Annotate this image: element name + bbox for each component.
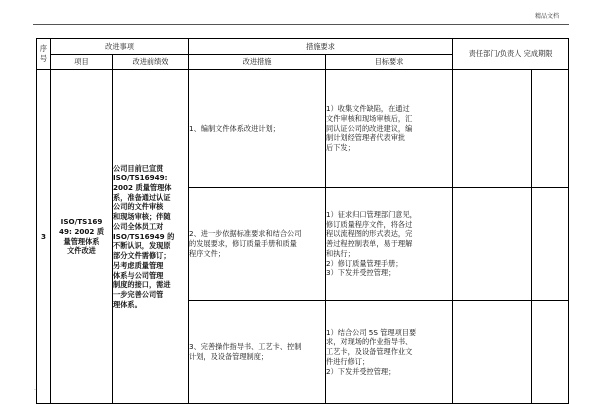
before-line: 公司的文件审核 [113,202,164,212]
header-improve-items: 改进事项 [51,39,189,55]
header-before-performance: 改进前绩效 [113,55,189,70]
measure-line: 2、进一步依据标准要求和结合公司 [189,229,302,239]
header-measure-requirements: 措施要求 [189,39,453,55]
before-line: ISO/TS16949: [113,173,168,183]
before-line: ISO/TS16949 的 [113,231,175,241]
item-line: 量管理体系 [63,236,100,246]
before-line: 2002 质量管理体 [113,183,172,193]
before-line: 和现场审核；伴随 [113,212,171,222]
target-line: 文件审核和现场审核后，汇 [326,113,413,123]
target-cell [326,301,453,404]
target-line: 后下发； [326,143,355,153]
before-line: 不断认识，发现原 [113,241,171,251]
target-line: 2）下发并受控管理； [326,366,396,376]
seq-cell: 3 [37,70,51,404]
table-row [37,70,569,188]
before-line: 公司全体员工对 [113,221,164,231]
before-line: 一步完善公司管 [113,289,164,299]
before-line: 部分文件需修订； [113,251,171,261]
target-line: 和执行； [326,248,355,258]
before-performance-cell [113,70,189,404]
item-line: 文件改进 [67,246,96,256]
target-line: 工艺卡，及设备管理作业文 [326,347,413,357]
header-rule [33,24,569,25]
target-line: 程以流程图的形式表达，完 [326,229,413,239]
target-line: 善过程控制表单，易于理解 [326,239,413,249]
owner-cell [453,188,532,301]
target-line: 制计划经管理者代表审批 [326,133,406,143]
target-cell [326,70,453,188]
before-line: 系，准备通过认证 [113,192,171,202]
measure-line: 1、编制文件体系改进计划； [189,123,280,133]
header-row-top [37,39,569,55]
item-cell [51,70,113,404]
target-line: 求，对现场的作业指导书、 [326,337,413,347]
measure-cell [189,70,326,188]
deadline-cell [532,188,569,301]
target-line: 件进行修订； [326,356,370,366]
header-deadline: 完成期限 [523,49,553,59]
header-item: 项目 [51,55,113,70]
header-seq: 序号 [37,39,51,70]
target-line: 1）结合公司 5S 管理项目要 [326,327,417,337]
header-measure: 改进措施 [189,55,326,70]
deadline-cell [532,70,569,188]
target-line: 3）下发并受控管理； [326,268,396,278]
target-line: 修订质量程序文件，将各过 [326,219,413,229]
measure-cell [189,188,326,301]
target-line: 1）征求归口管理部门意见， [326,209,417,219]
measure-line: 计划，及设备管理制度； [189,352,269,361]
item-line: 49: 2002 质 [58,226,105,236]
before-line: 理体系。 [113,299,142,309]
improvement-table [36,38,569,404]
item-line: ISO/TS169 [60,217,103,227]
before-line: 另考虑质量管理 [113,260,164,270]
deadline-cell [532,301,569,404]
header-owner-deadline [453,39,569,70]
measure-line: 的发展要求，修订质量手册和质量 [189,239,297,249]
target-line: 2）修订质量管理手册； [326,258,403,268]
before-line: 制度的接口，需进 [113,280,171,290]
measure-line: 程序文件； [189,248,225,258]
owner-cell [453,70,532,188]
target-line: 1）收集文件缺陷，在通过 [326,104,410,114]
before-line: 体系与公司管理 [113,270,164,280]
before-line: 公司目前已宣贯 [113,163,164,173]
header-target: 目标要求 [326,55,453,70]
measure-cell [189,301,326,404]
target-cell [326,188,453,301]
page-header-tag: 精品文档 [534,13,559,20]
footer-mark: . [34,385,36,392]
measure-line: 3、完善操作指导书、工艺卡、控制 [189,342,302,352]
owner-cell [453,301,532,404]
header-owner: 责任部门/负责人 [468,49,522,59]
target-line: 同认证公司的改进建议，编 [326,123,413,133]
